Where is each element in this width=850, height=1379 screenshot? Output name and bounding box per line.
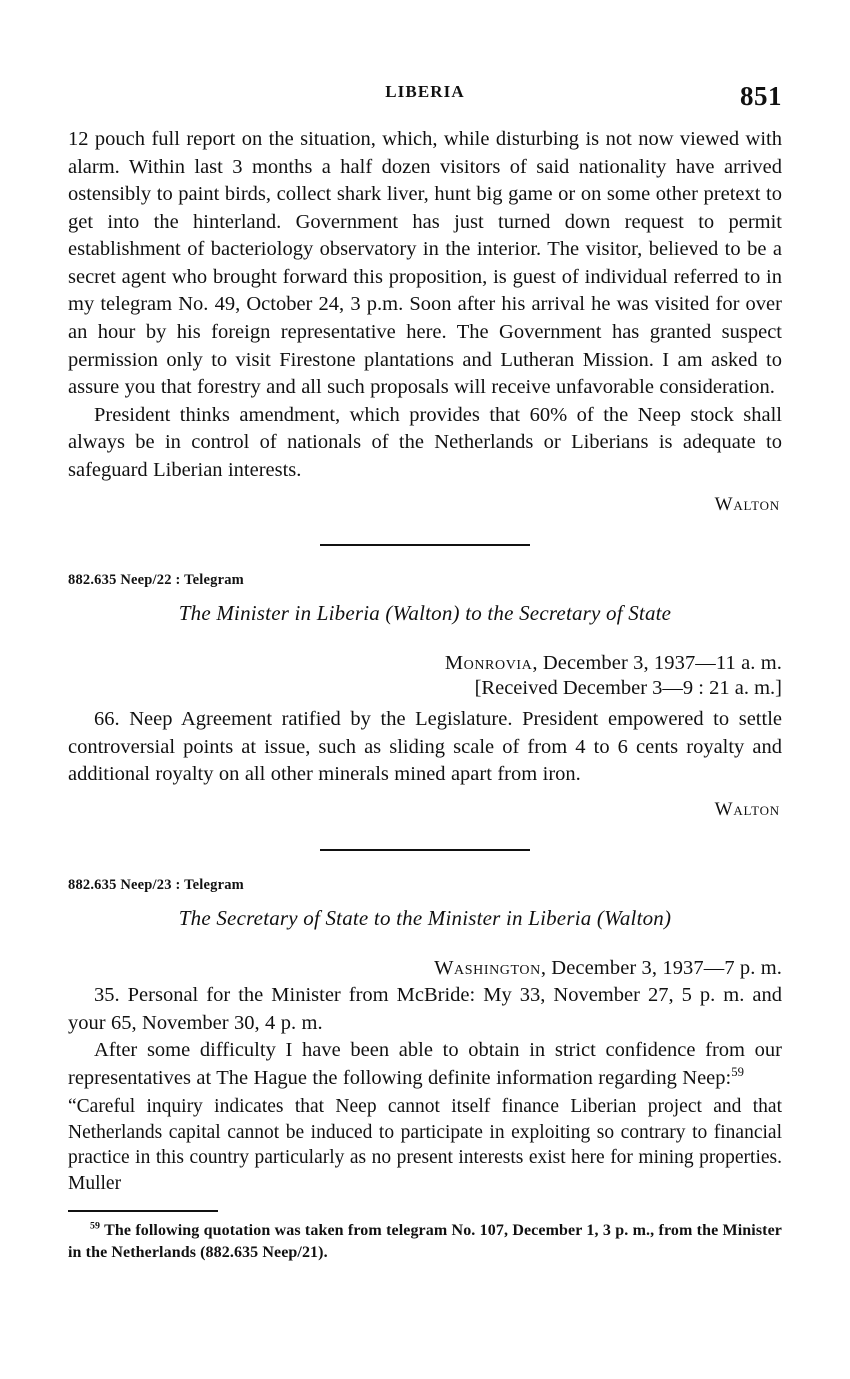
signature-walton-1: Walton — [714, 494, 780, 516]
dateline-2 — [68, 652, 782, 675]
paragraph-president-amendment: President thinks amendment, which provides that 60% of the Neep stock shall always be in control of nationals of the Netherlands or Liberians is adequate to safeguard Liberian interests. — [68, 403, 782, 481]
document-body-2: 66. Neep Agreement ratified by the Legislature. President empowered to settle controversial points at issue, such as sliding scale of from 4 to 6 cents royalty and additional royalty on all other minerals mined apart from iron. — [68, 708, 782, 786]
footnote-59 — [68, 1220, 782, 1264]
quoted-telegram-text: “Careful inquiry indicates that Neep cannot itself finance Liberian project and that Netherlands capital cannot be induced to participate in exploiting so contrary to financial practice in this country particularly as no present interests exist here for mining properties. Muller — [68, 1096, 782, 1194]
document-body-3-para2-text: After some difficulty I have been able to obtain in strict confidence from our representatives at The Hague the following definite information regarding Neep: — [68, 1039, 782, 1089]
footnote-indent — [68, 1222, 90, 1239]
received-stamp-2: [Received December 3—9 : 21 a. m.] — [474, 677, 782, 700]
document-title-3: The Secretary of State to the Minister in Liberia (Walton) — [178, 906, 672, 930]
document-title-2: The Minister in Liberia (Walton) to the Secretary of State — [178, 601, 672, 626]
document-reference-3: 882.635 Neep/23 : Telegram — [68, 877, 244, 893]
footnote-number: 59 — [90, 1220, 101, 1232]
footnote-marker-inline: 59 — [731, 1064, 744, 1079]
section-divider-1 — [320, 544, 530, 546]
document-reference-2: 882.635 Neep/22 : Telegram — [68, 572, 244, 589]
paragraph-continued: 12 pouch full report on the situation, which, while disturbing is not now viewed with alarm. Within last 3 months a half dozen visitors of said nationality have arrived ostensibly to paint birds, collect shark liver, hunt big game or on some other pretext to get into the hinterland. Government has just turned down request to permit establishment of bacteriology observatory in the interior. The visitor, believed to be a secret agent who brought forward this proposition, is guest of individual referred to in my telegram No. 49, October 24, 3 p.m. Soon after his arrival he was visited for over an hour by his foreign representative here. The Government has granted suspect permission only to visit Firestone plantations and Lutheran Mission. I am asked to assure you that forestry and all such proposals will receive unfavorable consideration. — [68, 128, 782, 399]
running-title: LIBERIA — [385, 82, 465, 101]
dateline-3 — [68, 957, 782, 980]
section-divider-2 — [320, 849, 530, 851]
document-body-3-para2 — [68, 1037, 782, 1092]
running-head — [68, 82, 782, 112]
dateline-rest-3: , December 3, 1937—7 p. m. — [540, 957, 782, 979]
footnote-line-1: The following quotation was taken from telegram No. 107, December 1, 3 — [104, 1221, 611, 1239]
document-body-3-para1: 35. Personal for the Minister from McBride: My 33, November 27, 5 p. m. and your 65, November 30, 4 p. m. — [68, 984, 782, 1034]
page-content — [68, 82, 782, 1263]
dateline-place-2: Monrovia — [444, 652, 533, 675]
footnote-separator — [68, 1210, 218, 1212]
dateline-place-3: Washington — [434, 957, 541, 979]
signature-walton-2: Walton — [714, 799, 780, 820]
dateline-rest-2: , December 3, 1937—11 a. m. — [532, 652, 782, 675]
page-number: 851 — [740, 81, 782, 111]
footnote-line-2: p. m., from the Minister in the Netherlands (882.635 Neep/21). — [68, 1221, 782, 1261]
